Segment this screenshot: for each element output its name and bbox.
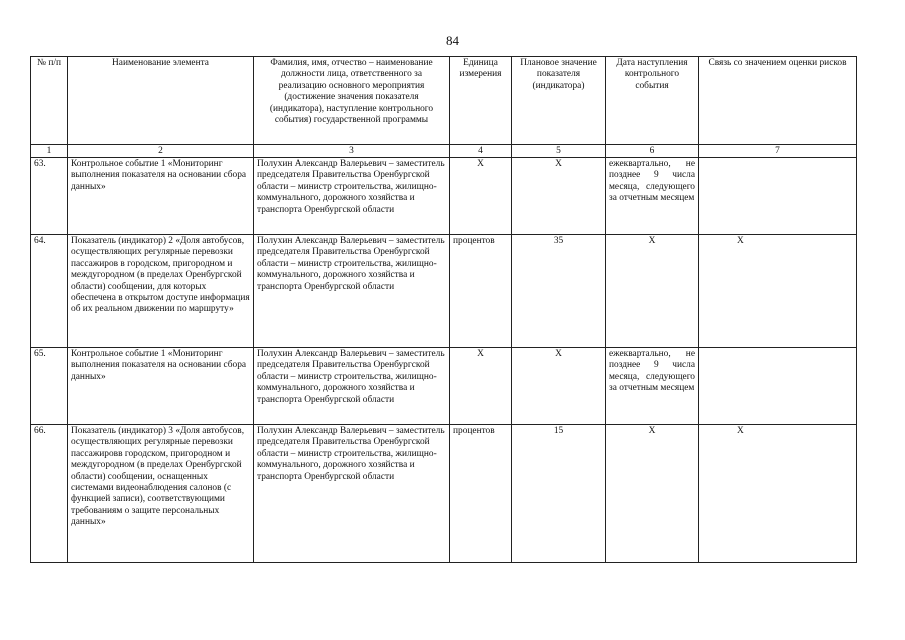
row-num: 64. [31, 235, 68, 348]
header-date: Дата наступления контрольного события [606, 57, 699, 145]
column-number: 7 [699, 145, 857, 158]
table-row [31, 158, 857, 235]
row-risk: X [699, 235, 857, 348]
row-responsible: Полухин Александр Валерьевич – заместитель председателя Правительства Оренбургской области – министр строительства, жилищно-коммунального, дорожного хозяйства и транспорта Оренбургской области [254, 348, 450, 425]
row-element: Контрольное событие 1 «Мониторинг выполнения показателя на основании сбора данных» [68, 158, 254, 235]
column-number: 2 [68, 145, 254, 158]
row-date: X [606, 235, 699, 348]
row-responsible: Полухин Александр Валерьевич – заместитель председателя Правительства Оренбургской области – министр строительства, жилищно-коммунального, дорожного хозяйства и транспорта Оренбургской области [254, 235, 450, 348]
row-element: Контрольное событие 1 «Мониторинг выполнения показателя на основании сбора данных» [68, 348, 254, 425]
row-responsible: Полухин Александр Валерьевич – заместитель председателя Правительства Оренбургской области – министр строительства, жилищно-коммунального, дорожного хозяйства и транспорта Оренбургской области [254, 425, 450, 563]
column-number-row [31, 145, 857, 158]
row-date: ежеквартально, не позднее 9 числа месяца, следующего за отчетным месяцем [606, 158, 699, 235]
header-risk: Связь со значением оценки рисков [699, 57, 857, 145]
row-responsible: Полухин Александр Валерьевич – заместитель председателя Правительства Оренбургской области – министр строительства, жилищно-коммунального, дорожного хозяйства и транспорта Оренбургской области [254, 158, 450, 235]
row-plan: X [512, 158, 606, 235]
column-number: 3 [254, 145, 450, 158]
row-element: Показатель (индикатор) 3 «Доля автобусов, осуществляющих регулярные перевозки пассажировв городском, пригородном и междугородном (в пределах Оренбургской области) сообщении, оснащенных системами видеонаблюдения салонов (с функцией записи), соответствующими требованиям о защите персональных данных» [68, 425, 254, 563]
row-num: 66. [31, 425, 68, 563]
page-number: 84 [446, 33, 459, 48]
row-plan: 15 [512, 425, 606, 563]
row-unit: X [450, 348, 512, 425]
table-row [31, 348, 857, 425]
row-date: ежеквартально, не позднее 9 числа месяца, следующего за отчетным месяцем [606, 348, 699, 425]
row-unit: процентов [450, 235, 512, 348]
column-number: 5 [512, 145, 606, 158]
row-risk [699, 348, 857, 425]
column-number: 1 [31, 145, 68, 158]
row-element: Показатель (индикатор) 2 «Доля автобусов, осуществляющих регулярные перевозки пассажиров в городском, пригородном и междугородном (в пределах Оренбургской области) сообщении, для которых обеспечена в открытом доступе информация об их реальном движении по маршруту» [68, 235, 254, 348]
row-risk [699, 158, 857, 235]
row-plan: X [512, 348, 606, 425]
row-num: 65. [31, 348, 68, 425]
column-number: 4 [450, 145, 512, 158]
header-element: Наименование элемента [68, 57, 254, 145]
column-number: 6 [606, 145, 699, 158]
table-row [31, 425, 857, 563]
row-date: X [606, 425, 699, 563]
header-plan: Плановое значение показателя (индикатора) [512, 57, 606, 145]
header-row [31, 57, 857, 145]
row-unit: процентов [450, 425, 512, 563]
program-table [30, 56, 857, 563]
table-row [31, 235, 857, 348]
row-unit: X [450, 158, 512, 235]
row-risk: X [699, 425, 857, 563]
row-plan: 35 [512, 235, 606, 348]
header-num: № п/п [31, 57, 68, 145]
header-responsible: Фамилия, имя, отчество – наименование должности лица, ответственного за реализацию основного мероприятия (достижение значения показателя (индикатора), наступление контрольного события) государственной программы [254, 57, 450, 145]
header-unit: Единица измерения [450, 57, 512, 145]
row-num: 63. [31, 158, 68, 235]
